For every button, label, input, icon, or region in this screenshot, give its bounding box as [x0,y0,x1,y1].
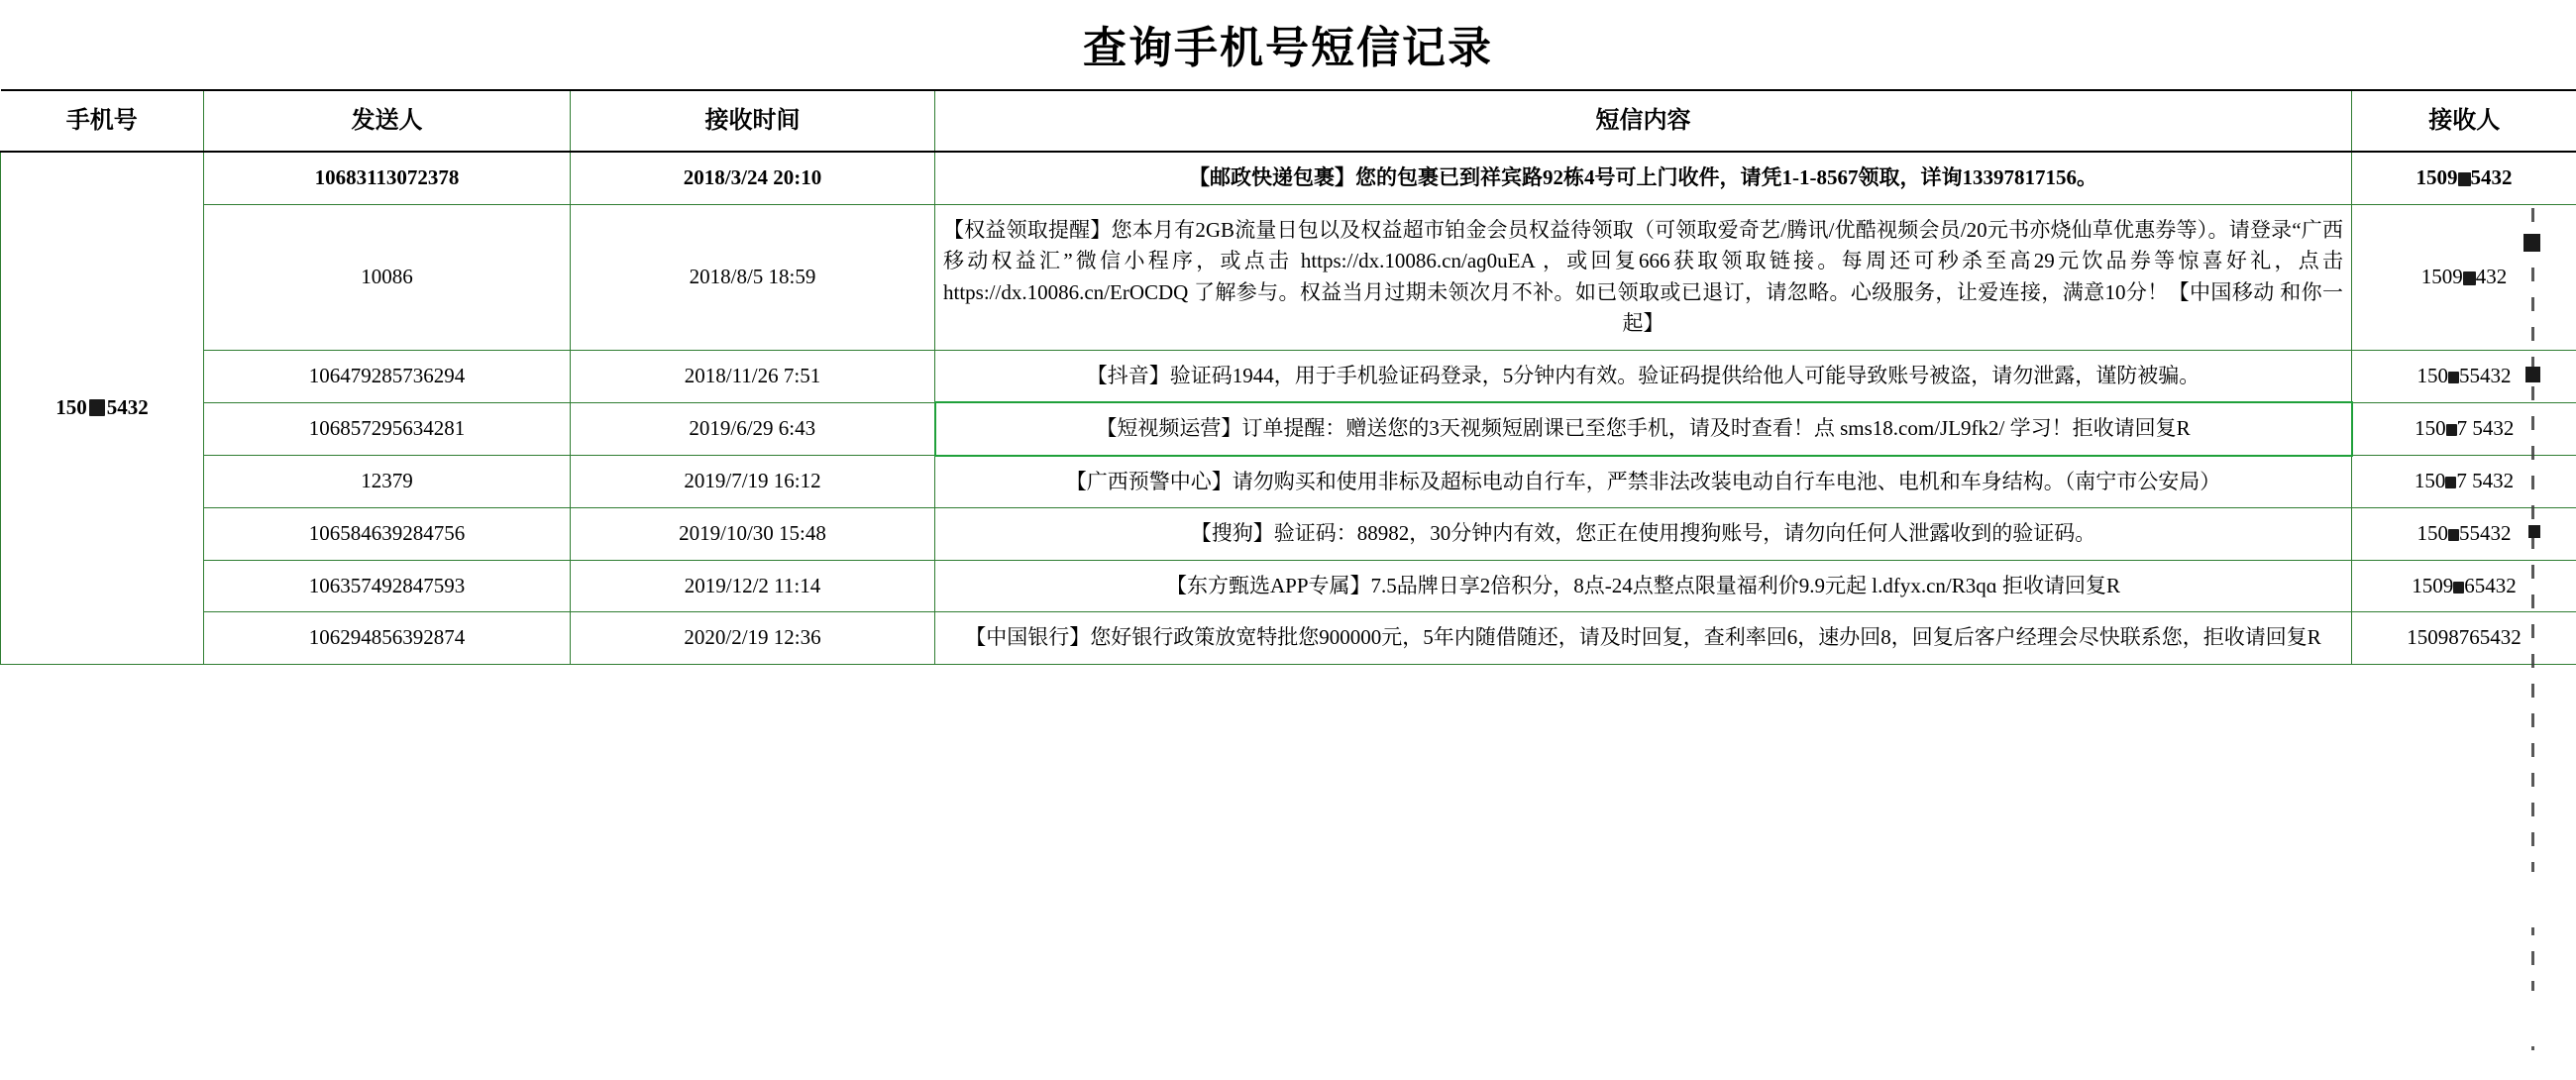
sender-cell: 106857295634281 [204,402,571,456]
receiver-prefix: 150 [2416,521,2448,545]
content-cell: 【中国银行】您好银行政策放宽特批您900000元，5年内随借随还，请及时回复，查利率回6，速办回8，回复后客户经理会尽快联系您，拒收请回复R [935,612,2352,665]
receiver-suffix: 5432 [2470,165,2513,189]
sender-cell: 106294856392874 [204,612,571,665]
receiver-suffix: 7 5432 [2456,469,2515,493]
sender-cell: 106584639284756 [204,508,571,561]
scan-artifact-gap [2528,991,2548,1046]
content-cell: 【邮政快递包裹】您的包裹已到祥宾路92栋4号可上门收件，请凭1-1-8567领取，详询13397817156。 [935,152,2352,204]
receiver-suffix: 55432 [2459,521,2512,545]
redaction-mark [2448,372,2459,383]
time-cell: 2020/2/19 12:36 [571,612,935,665]
content-cell: 【权益领取提醒】您本月有2GB流量日包以及权益超市铂金会员权益待领取（可领取爱奇艺/腾讯/优酷视频会员/20元书亦烧仙草优惠券等）。请登录“广西移动权益汇”微信小程序，或点击 https://dx.10086.cn/aɡ0uEA ，或回复666获取领取链接。每周还可秒杀至高29元饮品券等惊喜好礼，点击 https://dx.10086.cn/ErOCDQ 了解参与。权益当月过期未领次月不补。如已领取或已退订，请忽略。心级服务，让爱连接，满意10分！【中国移动 和你一起】 [935,204,2352,350]
phone-prefix: 150 [55,395,87,419]
time-cell: 2019/6/29 6:43 [571,402,935,456]
scan-artifact-gap [2522,872,2548,927]
content-cell: 【东方甄选APP专属】7.5品牌日享2倍积分，8点-24点整点限量福利价9.9元起 l.dfyx.cn/R3qɑ 拒收请回复R [935,560,2352,612]
redaction-mark [2453,582,2464,594]
redaction-mark [89,399,105,416]
redaction-mark [2446,424,2457,436]
table-row [1,508,2576,561]
page-title: 查询手机号短信记录 [1083,24,1493,72]
column-header-receiver: 接收人 [2352,90,2576,152]
table-row [1,350,2576,402]
table-row [1,456,2576,508]
time-cell: 2018/11/26 7:51 [571,350,935,402]
receiver-suffix: 65432 [2464,573,2517,597]
column-header-phone: 手机号 [1,90,204,152]
receiver-prefix: 150 [2416,363,2448,387]
table-row [1,612,2576,665]
column-header-time: 接收时间 [571,90,935,152]
receiver-prefix: 1509 [2412,573,2454,597]
sender-cell: 10683113072378 [204,152,571,204]
table-body [1,152,2576,664]
receiver-suffix: 7 5432 [2456,416,2515,440]
time-cell: 2018/3/24 20:10 [571,152,935,204]
receiver-cell: 15098765432 [2352,612,2576,665]
receiver-cell [2352,402,2576,456]
content-cell: 【抖音】验证码1944，用于手机验证码登录，5分钟内有效。验证码提供给他人可能导致账号被盗，请勿泄露，谨防被骗。 [935,350,2352,402]
table-row [1,204,2576,350]
phone-suffix: 5432 [106,395,149,419]
sms-records-table [0,89,2576,665]
sender-cell: 106479285736294 [204,350,571,402]
receiver-cell [2352,204,2576,350]
redaction-mark [2528,525,2540,538]
time-cell: 2019/10/30 15:48 [571,508,935,561]
table-header [1,90,2576,152]
content-cell: 【广西预警中心】请勿购买和使用非标及超标电动自行车，严禁非法改装电动自行车电池、电机和车身结构。（南宁市公安局） [935,456,2352,508]
table-row [1,402,2576,456]
sender-cell: 10086 [204,204,571,350]
column-header-sender: 发送人 [204,90,571,152]
redaction-mark [2445,477,2456,488]
receiver-suffix: 432 [2475,264,2508,288]
table-row [1,152,2576,204]
receiver-cell [2352,456,2576,508]
redaction-mark [2525,367,2540,382]
column-header-content: 短信内容 [935,90,2352,152]
table-row [1,560,2576,612]
receiver-cell [2352,152,2576,204]
receiver-prefix: 150 [2415,416,2446,440]
time-cell: 2019/12/2 11:14 [571,560,935,612]
table-header-row [1,90,2576,152]
receiver-cell [2352,350,2576,402]
redaction-mark [2448,529,2459,541]
content-cell: 【短视频运营】订单提醒：赠送您的3天视频短剧课已至您手机，请及时查看！点 sms18.com/JL9fk2/ 学习！拒收请回复R [935,402,2352,456]
receiver-prefix: 150 [2414,469,2446,493]
sender-cell: 12379 [204,456,571,508]
redaction-mark [2463,271,2476,285]
phone-number-cell [1,152,204,664]
time-cell: 2018/8/5 18:59 [571,204,935,350]
time-cell: 2019/7/19 16:12 [571,456,935,508]
redaction-mark [2458,172,2471,186]
receiver-suffix: 55432 [2459,363,2512,387]
receiver-cell [2352,560,2576,612]
sender-cell: 106357492847593 [204,560,571,612]
redaction-mark [2523,234,2540,252]
receiver-cell [2352,508,2576,561]
content-cell: 【搜狗】验证码：88982，30分钟内有效，您正在使用搜狗账号，请勿向任何人泄露收到的验证码。 [935,508,2352,561]
receiver-prefix: 1509 [2415,165,2458,189]
receiver-prefix: 1509 [2420,264,2463,288]
